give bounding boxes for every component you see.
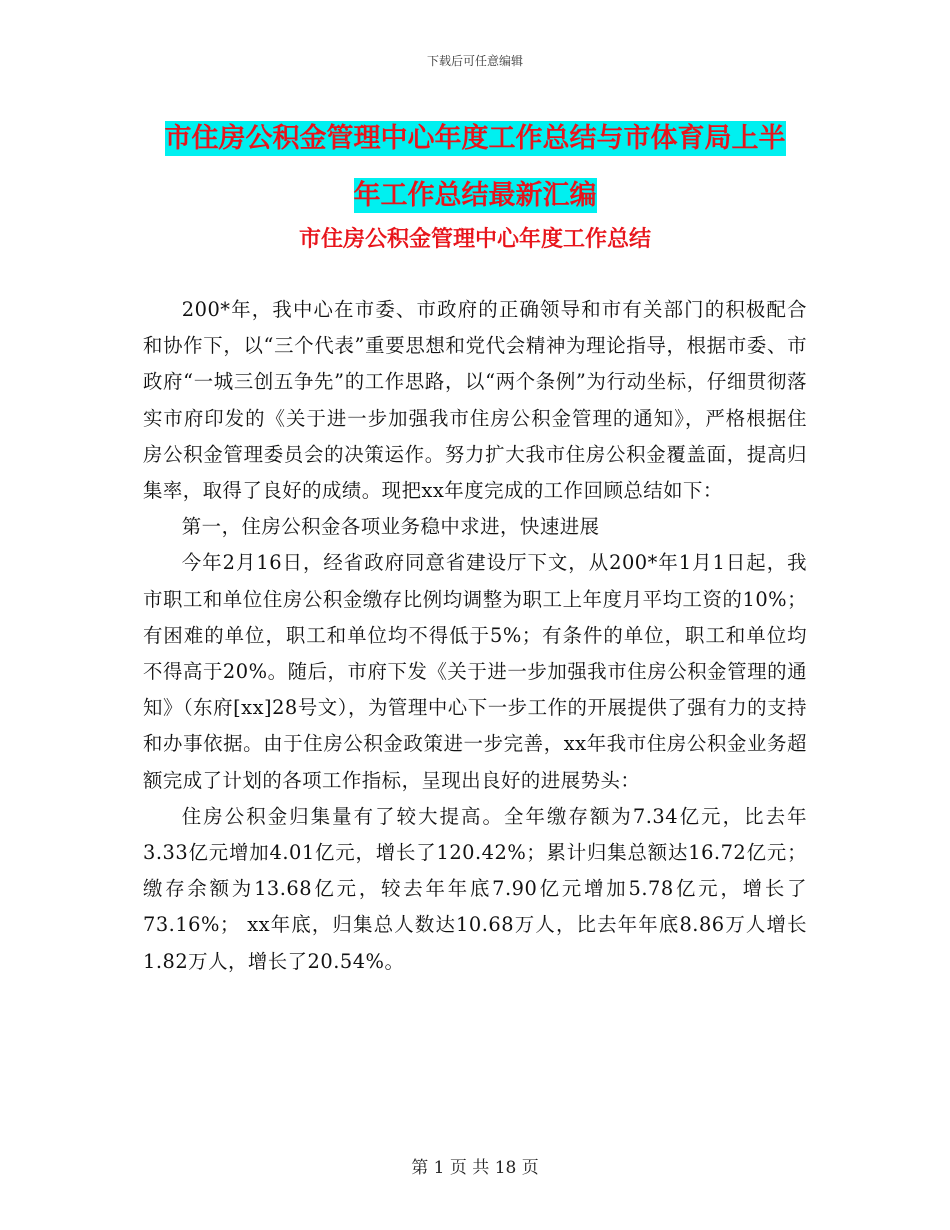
document-title xyxy=(143,110,807,224)
page-footer: 第 1 页 共 18 页 xyxy=(411,1158,539,1178)
section-title: 市住房公积金管理中心年度工作总结 xyxy=(298,226,651,252)
header-note: 下载后可任意编辑 xyxy=(426,54,523,68)
document-title-line-2: 年工作总结最新汇编 xyxy=(353,180,597,211)
paragraph: 200*年，我中心在市委、市政府的正确领导和市有关部门的积极配合和协作下，以“三个代表”重要思想和党代会精神为理论指导，根据市委、市政府“一城三创五争先”的工作思路，以“两个条例”为行动坐标，仔细贯彻落实市府印发的《关于进一步加强我市住房公积金管理的通知》，严格根据住房公积金管理委员会的决策运作。努力扩大我市住房公积金覆盖面，提高归集率，取得了良好的成绩。现把xx年度完成的工作回顾总结如下： xyxy=(143,298,807,503)
paragraph: 今年2月16日，经省政府同意省建设厅下文，从200*年1月1日起，我市职工和单位住房公积金缴存比例均调整为职工上年度月平均工资的10%；有困难的单位，职工和单位均不得低于5%；有条件的单位，职工和单位均不得高于20%。随后，市府下发《关于进一步加强我市住房公积金管理的通知》（东府[xx]28号文），为管理中心下一步工作的开展提供了强有力的支持和办事依据。由于住房公积金政策进一步完善，xx年我市住房公积金业务超额完成了计划的各项工作指标，呈现出良好的进展势头： xyxy=(143,551,807,792)
paragraph: 住房公积金归集量有了较大提高。全年缴存额为7.34亿元，比去年3.33亿元增加4.01亿元，增长了120.42%；累计归集总额达16.72亿元；缴存余额为13.68亿元，较去年年底7.90亿元增加5.78亿元，增长了73.16%； xx年底，归集总人数达10.68万人，比去年年底8.86万人增长1.82万人，增长了20.54%。 xyxy=(143,804,807,973)
document-title-line-1: 市住房公积金管理中心年度工作总结与市体育局上半 xyxy=(164,123,786,154)
document-body xyxy=(143,292,807,980)
paragraph: 第一，住房公积金各项业务稳中求进，快速进展 xyxy=(181,515,600,539)
